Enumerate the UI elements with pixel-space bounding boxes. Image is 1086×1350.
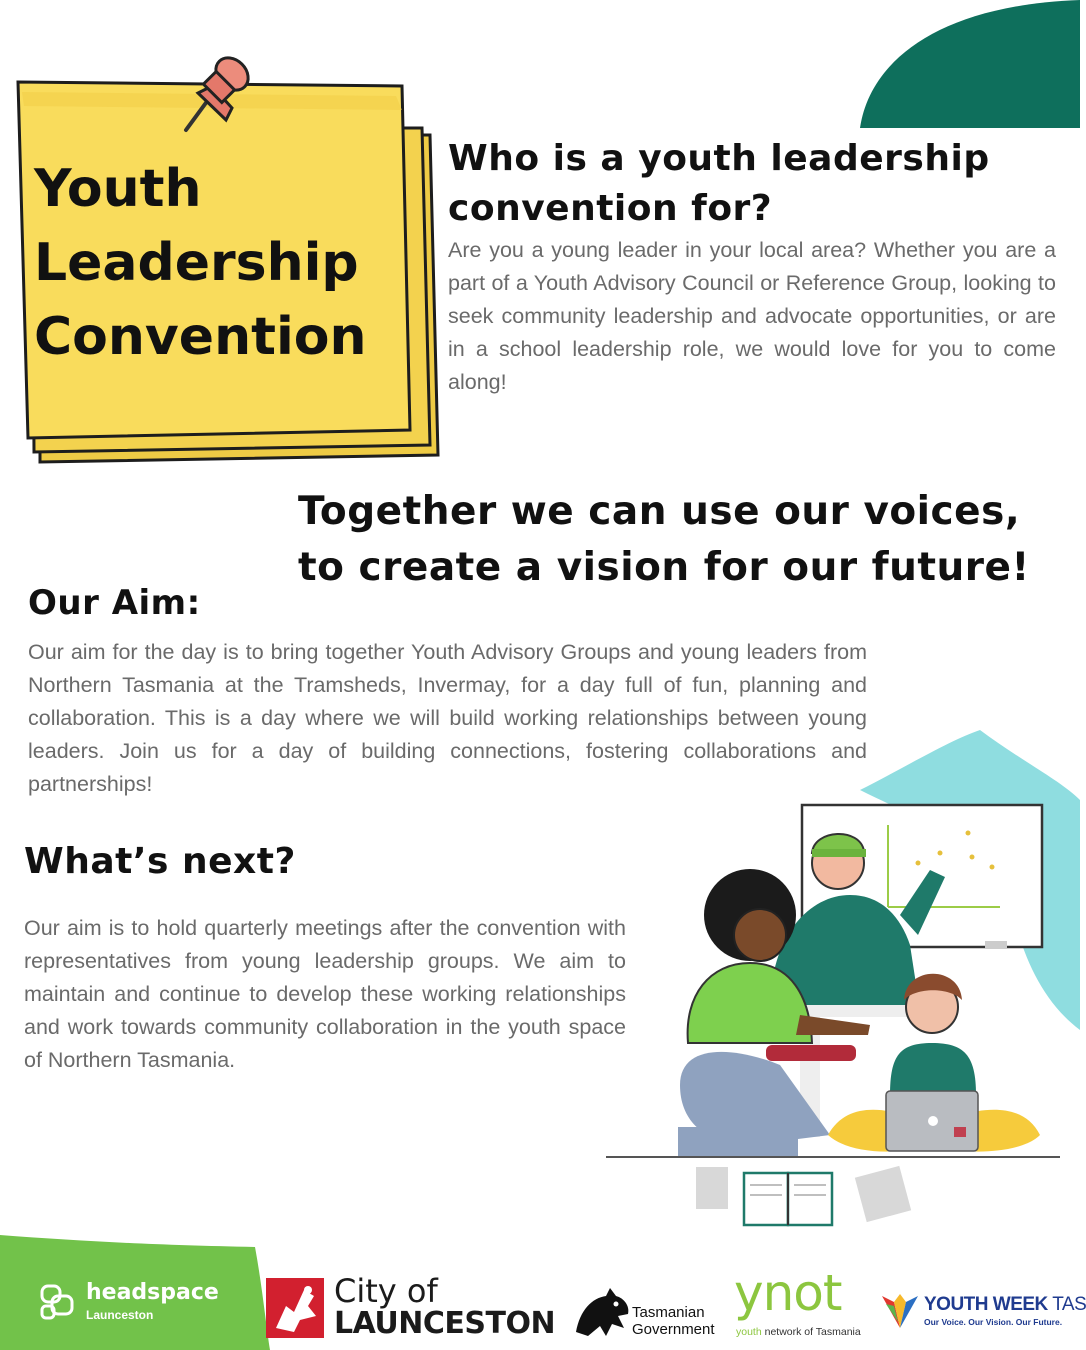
ynot-name: ynot [734,1264,842,1322]
collaboration-illustration [600,795,1080,1235]
city-of-launceston-logo [264,1272,564,1342]
who-body: Are you a young leader in your local area? Whether you are a part of a Youth Advisory Council or Reference Group, looking to seek community leadership and advocate opportunities, or are in a school leadership role, we would love for you to come along! [448,238,1056,394]
ynot-sub [736,1326,861,1338]
city-line2: LAUNCESTON [334,1306,556,1341]
tasgov-line2: Government [632,1321,715,1338]
teal-corner-shape [850,0,1080,130]
slogan [298,484,1068,596]
city-line1: City of [334,1272,438,1310]
next-body: Our aim is to hold quarterly meetings after the convention with representatives from young leadership groups. We aim to maintain and continue to develop these working relationships and work towards community collaboration in the youth space of Northern Tasmania. [24,916,626,1072]
push-pin-icon [168,38,268,138]
note-title-line: Youth [34,159,202,219]
note-title-line: Leadership [34,233,359,293]
city-of-launceston-crest-icon [264,1276,326,1340]
headspace-name: headspace [86,1280,219,1305]
who-heading [448,134,1068,234]
youth-week-shield-icon [880,1292,920,1330]
aim-body: Our aim for the day is to bring together Youth Advisory Groups and young leaders from Northern Tasmania at the Tramsheds, Invermay, for a day full of fun, planning and collaboration. This is a day where we will build working relationships between young leaders. Join us for a day of building connections, fostering collaborations and partnerships! [28,640,867,796]
slogan-line: Together we can use our voices, [298,489,1021,534]
youthweek-name-accent: TAS [1047,1294,1086,1315]
tasmanian-devil-icon [572,1284,632,1340]
slogan-line: to create a vision for our future! [298,545,1030,590]
headspace-logo [38,1278,238,1328]
ynot-sub-accent: youth [736,1326,762,1338]
who-heading-line: convention for? [448,188,773,229]
note-title [34,152,414,374]
ynot-sub-rest: network of Tasmania [761,1326,861,1338]
next-heading: What’s next? [24,841,296,882]
headspace-icon [38,1282,78,1322]
youthweek-tagline: Our Voice. Our Vision. Our Future. [924,1317,1063,1327]
tasgov-line1: Tasmanian [632,1304,705,1321]
headspace-sub: Launceston [86,1308,154,1322]
tasmanian-government-logo [572,1284,732,1344]
aim-heading: Our Aim: [28,583,201,623]
youth-week-tas-logo [880,1290,1086,1336]
ynot-logo [734,1264,874,1342]
youthweek-name [924,1294,1086,1316]
note-title-line: Convention [34,307,367,367]
youthweek-name-main: YOUTH WEEK [924,1294,1048,1315]
who-heading-line: Who is a youth leadership [448,138,990,179]
